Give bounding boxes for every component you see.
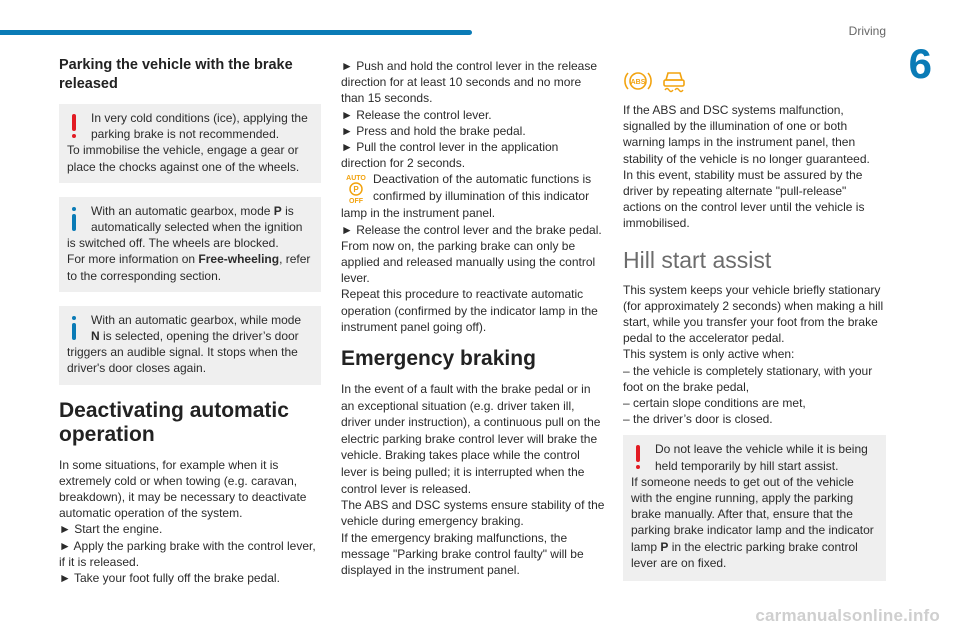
column-1	[59, 56, 321, 586]
watermark-text: carmanualsonline.info	[755, 606, 940, 625]
heading-hill-start: Hill start assist	[623, 246, 772, 273]
abs-warning-icon	[623, 68, 653, 94]
column-3	[623, 60, 886, 595]
warning-lamps-row	[623, 68, 886, 96]
chapter-number: 6	[908, 40, 932, 87]
warning-text: In very cold conditions (ice), applying the parking brake is not recommended.	[91, 111, 308, 142]
svg-text:ABS: ABS	[630, 79, 646, 86]
step-item: ► Release the control lever and the brake pedal.	[341, 222, 602, 237]
paragraph-abs-dsc: The ABS and DSC systems ensure stability of the vehicle during emergency braking.	[341, 498, 605, 529]
step-item: ► Push and hold the control lever in the release direction for at least 10 seconds and no more than 15 seconds.	[341, 59, 598, 106]
step-item: ► Release the control lever.	[341, 107, 492, 122]
step-item: ► Take your foot fully off the brake pedal.	[59, 571, 280, 586]
info-box-mode-n	[59, 306, 321, 385]
info-text: With an automatic gearbox, while mode N is selected, opening the driver’s door	[91, 312, 302, 344]
info-text-rest: triggers an audible signal. It stops when the driver's door closes again.	[67, 345, 298, 376]
paragraph-situations: In some situations, for example when it is extremely cold or when towing (e.g. caravan, breakdown), it may be necessary to deactivate automatic operation of the system.	[59, 457, 307, 521]
warning-exclamation-icon	[67, 110, 91, 142]
warning-exclamation-icon	[631, 441, 655, 473]
info-icon	[67, 312, 91, 344]
paragraph-manual: From now on, the parking brake can only be applied and released manually using the control lever.	[341, 238, 596, 286]
step-item: ► Apply the parking brake with the control lever, if it is released.	[59, 538, 316, 569]
info-text-rest-2: For more information on Free-wheeling, refer to the corresponding section.	[67, 252, 311, 283]
svg-text:P: P	[353, 185, 359, 195]
deactivation-text-rest: lamp in the instrument panel.	[341, 206, 496, 221]
paragraph-abs-malfunction: If the ABS and DSC systems malfunction, signalled by the illumination of one or both warning lamps in the instrument panel, then stability of the vehicle is no longer guaranteed.	[623, 103, 870, 166]
warning-text-rest: To immobilise the vehicle, engage a gear or place the chocks against one of the wheels.	[67, 143, 300, 174]
info-icon	[67, 203, 91, 235]
auto-off-indicator-icon	[341, 171, 373, 205]
condition-item: – the driver’s door is closed.	[623, 412, 773, 427]
step-item: ► Press and hold the brake pedal.	[341, 123, 526, 138]
paragraph-message: If the emergency braking malfunctions, the message "Parking brake control faulty" will be displayed in the instrument panel.	[341, 530, 584, 578]
step-item: ► Pull the control lever in the application direction for 2 seconds.	[341, 140, 559, 171]
info-text-rest: is switched off. The wheels are blocked.	[67, 236, 279, 251]
paragraph-fault: In the event of a fault with the brake pedal or in an exceptional situation (e.g. driver taken ill, driver under instruction), a continuous pull on the electric parking brake control lever will brake the vehicle. Braking takes place while the control lever is being pulled; it is interrupted when the control lever is released.	[341, 382, 601, 496]
deactivation-text: Deactivation of the automatic functions is confirmed by illumination of this indicator	[373, 172, 592, 203]
column-2	[341, 58, 605, 578]
svg-text:AUTO: AUTO	[346, 175, 366, 183]
heading-parking-released: Parking the vehicle with the brake released	[59, 57, 293, 92]
header-accent-bar	[0, 30, 472, 35]
condition-item: – the vehicle is completely stationary, with your foot on the brake pedal,	[623, 363, 873, 394]
warning-text: Do not leave the vehicle while it is being held temporarily by hill start assist.	[655, 442, 868, 473]
heading-deactivating: Deactivating automatic operation	[59, 398, 289, 446]
step-item: ► Start the engine.	[59, 522, 163, 537]
condition-item: – certain slope conditions are met,	[623, 396, 806, 411]
paragraph-repeat: Repeat this procedure to reactivate automatic operation (confirmed by the indicator lamp in the instrument panel going off).	[341, 287, 598, 334]
info-text: With an automatic gearbox, mode P is automatically selected when the ignition	[91, 203, 303, 235]
paragraph-system: This system keeps your vehicle briefly stationary (for approximately 2 seconds) when making a hill start, while you transfer your foot from the brake pedal to the accelerator pedal.	[623, 282, 884, 346]
warning-text-rest: If someone needs to get out of the vehicle with the engine running, apply the parking brake manually. After that, ensure that the parking brake indicator lamp and the indicator lamp P in the electric parking brake control lever are on fixed.	[631, 474, 874, 570]
heading-emergency-braking: Emergency braking	[341, 347, 536, 371]
warning-box-hill-start	[623, 435, 886, 581]
paragraph-active-when: This system is only active when:	[623, 347, 795, 362]
auto-off-row	[341, 171, 605, 205]
svg-text:OFF: OFF	[349, 198, 363, 206]
warning-box-cold	[59, 104, 321, 183]
section-title: Driving	[848, 24, 886, 38]
paragraph-stability: In this event, stability must be assured by the driver by repeating alternate "pull-release" actions on the control lever until the vehicle is immobilised.	[623, 167, 865, 231]
dsc-warning-icon	[659, 68, 689, 96]
info-box-mode-p	[59, 197, 321, 292]
